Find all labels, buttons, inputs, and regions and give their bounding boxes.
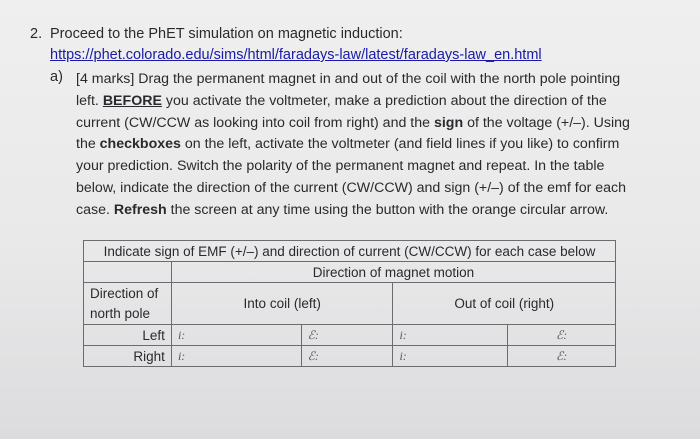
results-table bbox=[83, 240, 616, 367]
refresh-emphasis: Refresh bbox=[113, 201, 167, 218]
cell-right-into-current[interactable]: i: bbox=[171, 346, 301, 367]
table-caption: Indicate sign of EMF (+/–) and direction of current (CW/CCW) for each case below bbox=[84, 241, 616, 262]
cell-left-into-current[interactable]: i: bbox=[171, 325, 301, 346]
col-header-out-of-coil: Out of coil (right) bbox=[393, 283, 616, 325]
before-emphasis: BEFORE bbox=[102, 92, 162, 109]
row-header-north-pole: Direction of north pole bbox=[84, 283, 172, 325]
cell-left-out-current[interactable]: i: bbox=[393, 325, 508, 346]
table-group-header: Direction of magnet motion bbox=[171, 262, 615, 283]
question-title: Proceed to the PhET simulation on magnetic induction: bbox=[50, 26, 403, 42]
instructions-paragraph: [4 marks] Drag the permanent magnet in and out of the coil with the north pole pointing left. BEFORE you activate the voltmeter, make a prediction about the direction of the current (CW/CCW as looking into coil from right) and the sign of the voltage (+/–). Using the checkboxes on the left, activate the voltmeter (and field lines if you like) to confirm your prediction. Switch the polarity of the permanent magnet and repeat. In the table below, indicate the direction of the current (CW/CCW) and sign (+/–) of the emf for each case. Refresh the screen at any time using the button with the orange circular arrow. bbox=[76, 71, 630, 218]
cell-right-into-emf[interactable]: ℰ: bbox=[301, 346, 393, 367]
checkboxes-emphasis: checkboxes bbox=[99, 136, 181, 153]
row-label-right: Right bbox=[84, 346, 172, 367]
row-label-left: Left bbox=[84, 325, 172, 346]
cell-right-out-current[interactable]: i: bbox=[393, 346, 508, 367]
question-number: 2. bbox=[30, 26, 43, 42]
col-header-into-coil: Into coil (left) bbox=[171, 283, 393, 325]
cell-right-out-emf[interactable]: ℰ: bbox=[508, 346, 616, 367]
cell-left-out-emf[interactable]: ℰ: bbox=[508, 325, 616, 346]
part-label: a) bbox=[50, 69, 63, 85]
sign-emphasis: sign bbox=[433, 114, 464, 131]
cell-left-into-emf[interactable]: ℰ: bbox=[301, 325, 393, 346]
phet-link[interactable]: https://phet.colorado.edu/sims/html/faradays-law/latest/faradays-law_en.html bbox=[50, 47, 542, 63]
